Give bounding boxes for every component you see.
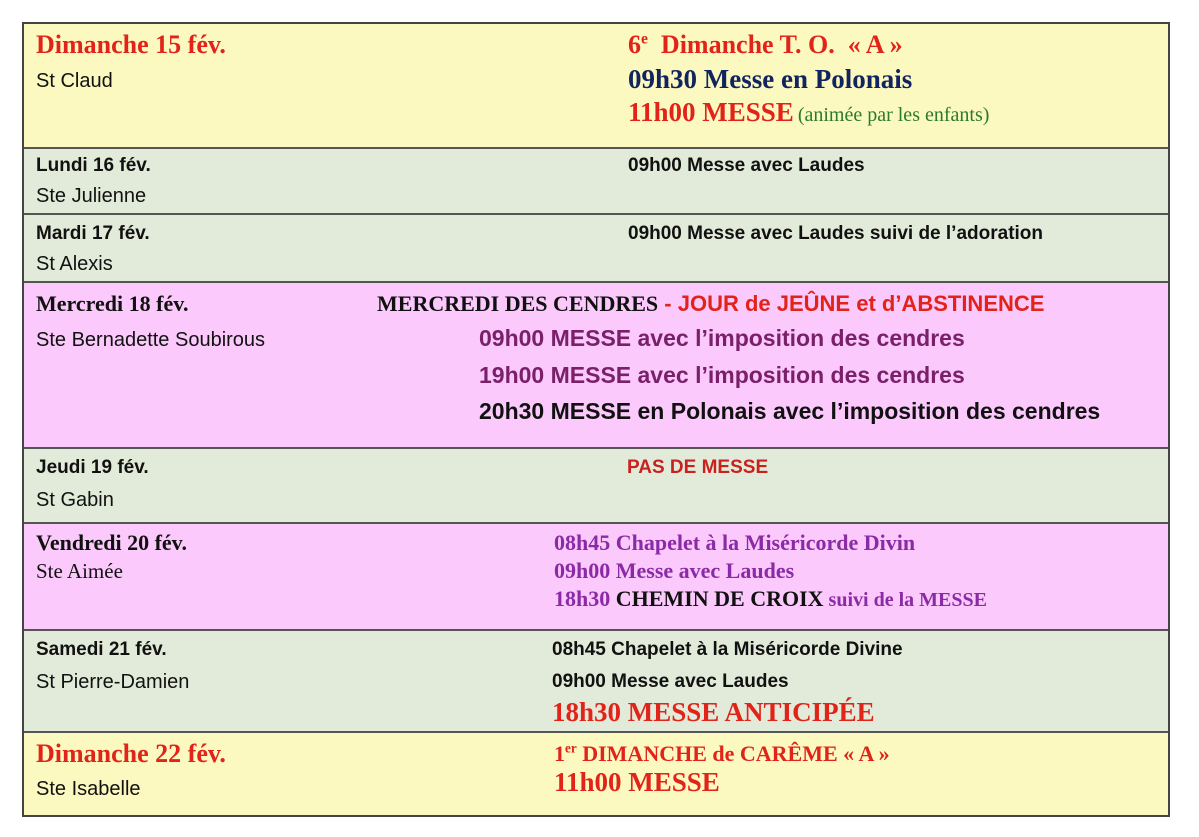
mass-time: 20h30 MESSE en Polonais avec l’imposition des cendres <box>479 398 1101 424</box>
saint-name: St Claud <box>36 70 113 92</box>
saint-name: Ste Isabelle <box>36 778 141 800</box>
mass-time: 08h45 Chapelet à la Miséricorde Divin <box>554 530 916 555</box>
saint-name: Ste Bernadette Soubirous <box>36 329 266 351</box>
liturgical-title: 6e Dimanche T. O. « A » <box>628 30 903 59</box>
day-date: Mercredi 18 fév. <box>36 291 189 316</box>
liturgical-title: 1er DIMANCHE de CARÊME « A » <box>554 740 890 766</box>
day-date: Jeudi 19 fév. <box>36 457 149 478</box>
saint-name: St Alexis <box>36 253 113 275</box>
day-date: Dimanche 22 fév. <box>36 739 226 768</box>
saint-name: St Gabin <box>36 489 114 511</box>
day-date: Samedi 21 fév. <box>36 639 167 660</box>
day-date: Mardi 17 fév. <box>36 223 150 244</box>
liturgical-title: MERCREDI DES CENDRES - JOUR de JEÛNE et d’ABSTINENCE <box>377 291 1045 316</box>
day-date: Dimanche 15 fév. <box>36 30 226 59</box>
day-row-thursday-19 <box>24 449 1168 524</box>
saint-name: Ste Julienne <box>36 185 147 207</box>
day-row-saturday-21 <box>24 631 1168 733</box>
day-row-tuesday-17 <box>24 215 1168 283</box>
mass-time: 09h00 Messe avec Laudes <box>552 671 789 692</box>
mass-time: 18h30 CHEMIN DE CROIX suivi de la MESSE <box>554 586 987 611</box>
day-row-sunday-22 <box>24 733 1168 815</box>
day-date: Vendredi 20 fév. <box>36 530 187 555</box>
schedule-table <box>22 22 1170 817</box>
mass-time: 09h00 Messe avec Laudes suivi de l’adoration <box>628 223 1044 244</box>
mass-time: 11h00 MESSE (animée par les enfants) <box>628 97 990 127</box>
mass-time: 09h00 Messe avec Laudes <box>628 155 865 176</box>
mass-time: 09h30 Messe en Polonais <box>628 64 913 94</box>
saint-name: St Pierre-Damien <box>36 671 190 693</box>
mass-time: 09h00 Messe avec Laudes <box>554 558 795 583</box>
day-date: Lundi 16 fév. <box>36 155 151 176</box>
saint-name: Ste Aimée <box>36 559 123 583</box>
day-row-sunday-15 <box>24 24 1168 149</box>
day-row-wednesday-18 <box>24 283 1168 449</box>
day-row-monday-16 <box>24 149 1168 215</box>
mass-time: 11h00 MESSE <box>554 767 720 797</box>
mass-time: 08h45 Chapelet à la Miséricorde Divine <box>552 639 903 660</box>
day-row-friday-20 <box>24 524 1168 631</box>
mass-time: 09h00 MESSE avec l’imposition des cendres <box>479 325 965 351</box>
no-mass-notice: PAS DE MESSE <box>627 457 769 478</box>
mass-time: 18h30 MESSE ANTICIPÉE <box>552 697 875 727</box>
mass-time: 19h00 MESSE avec l’imposition des cendres <box>479 362 965 388</box>
